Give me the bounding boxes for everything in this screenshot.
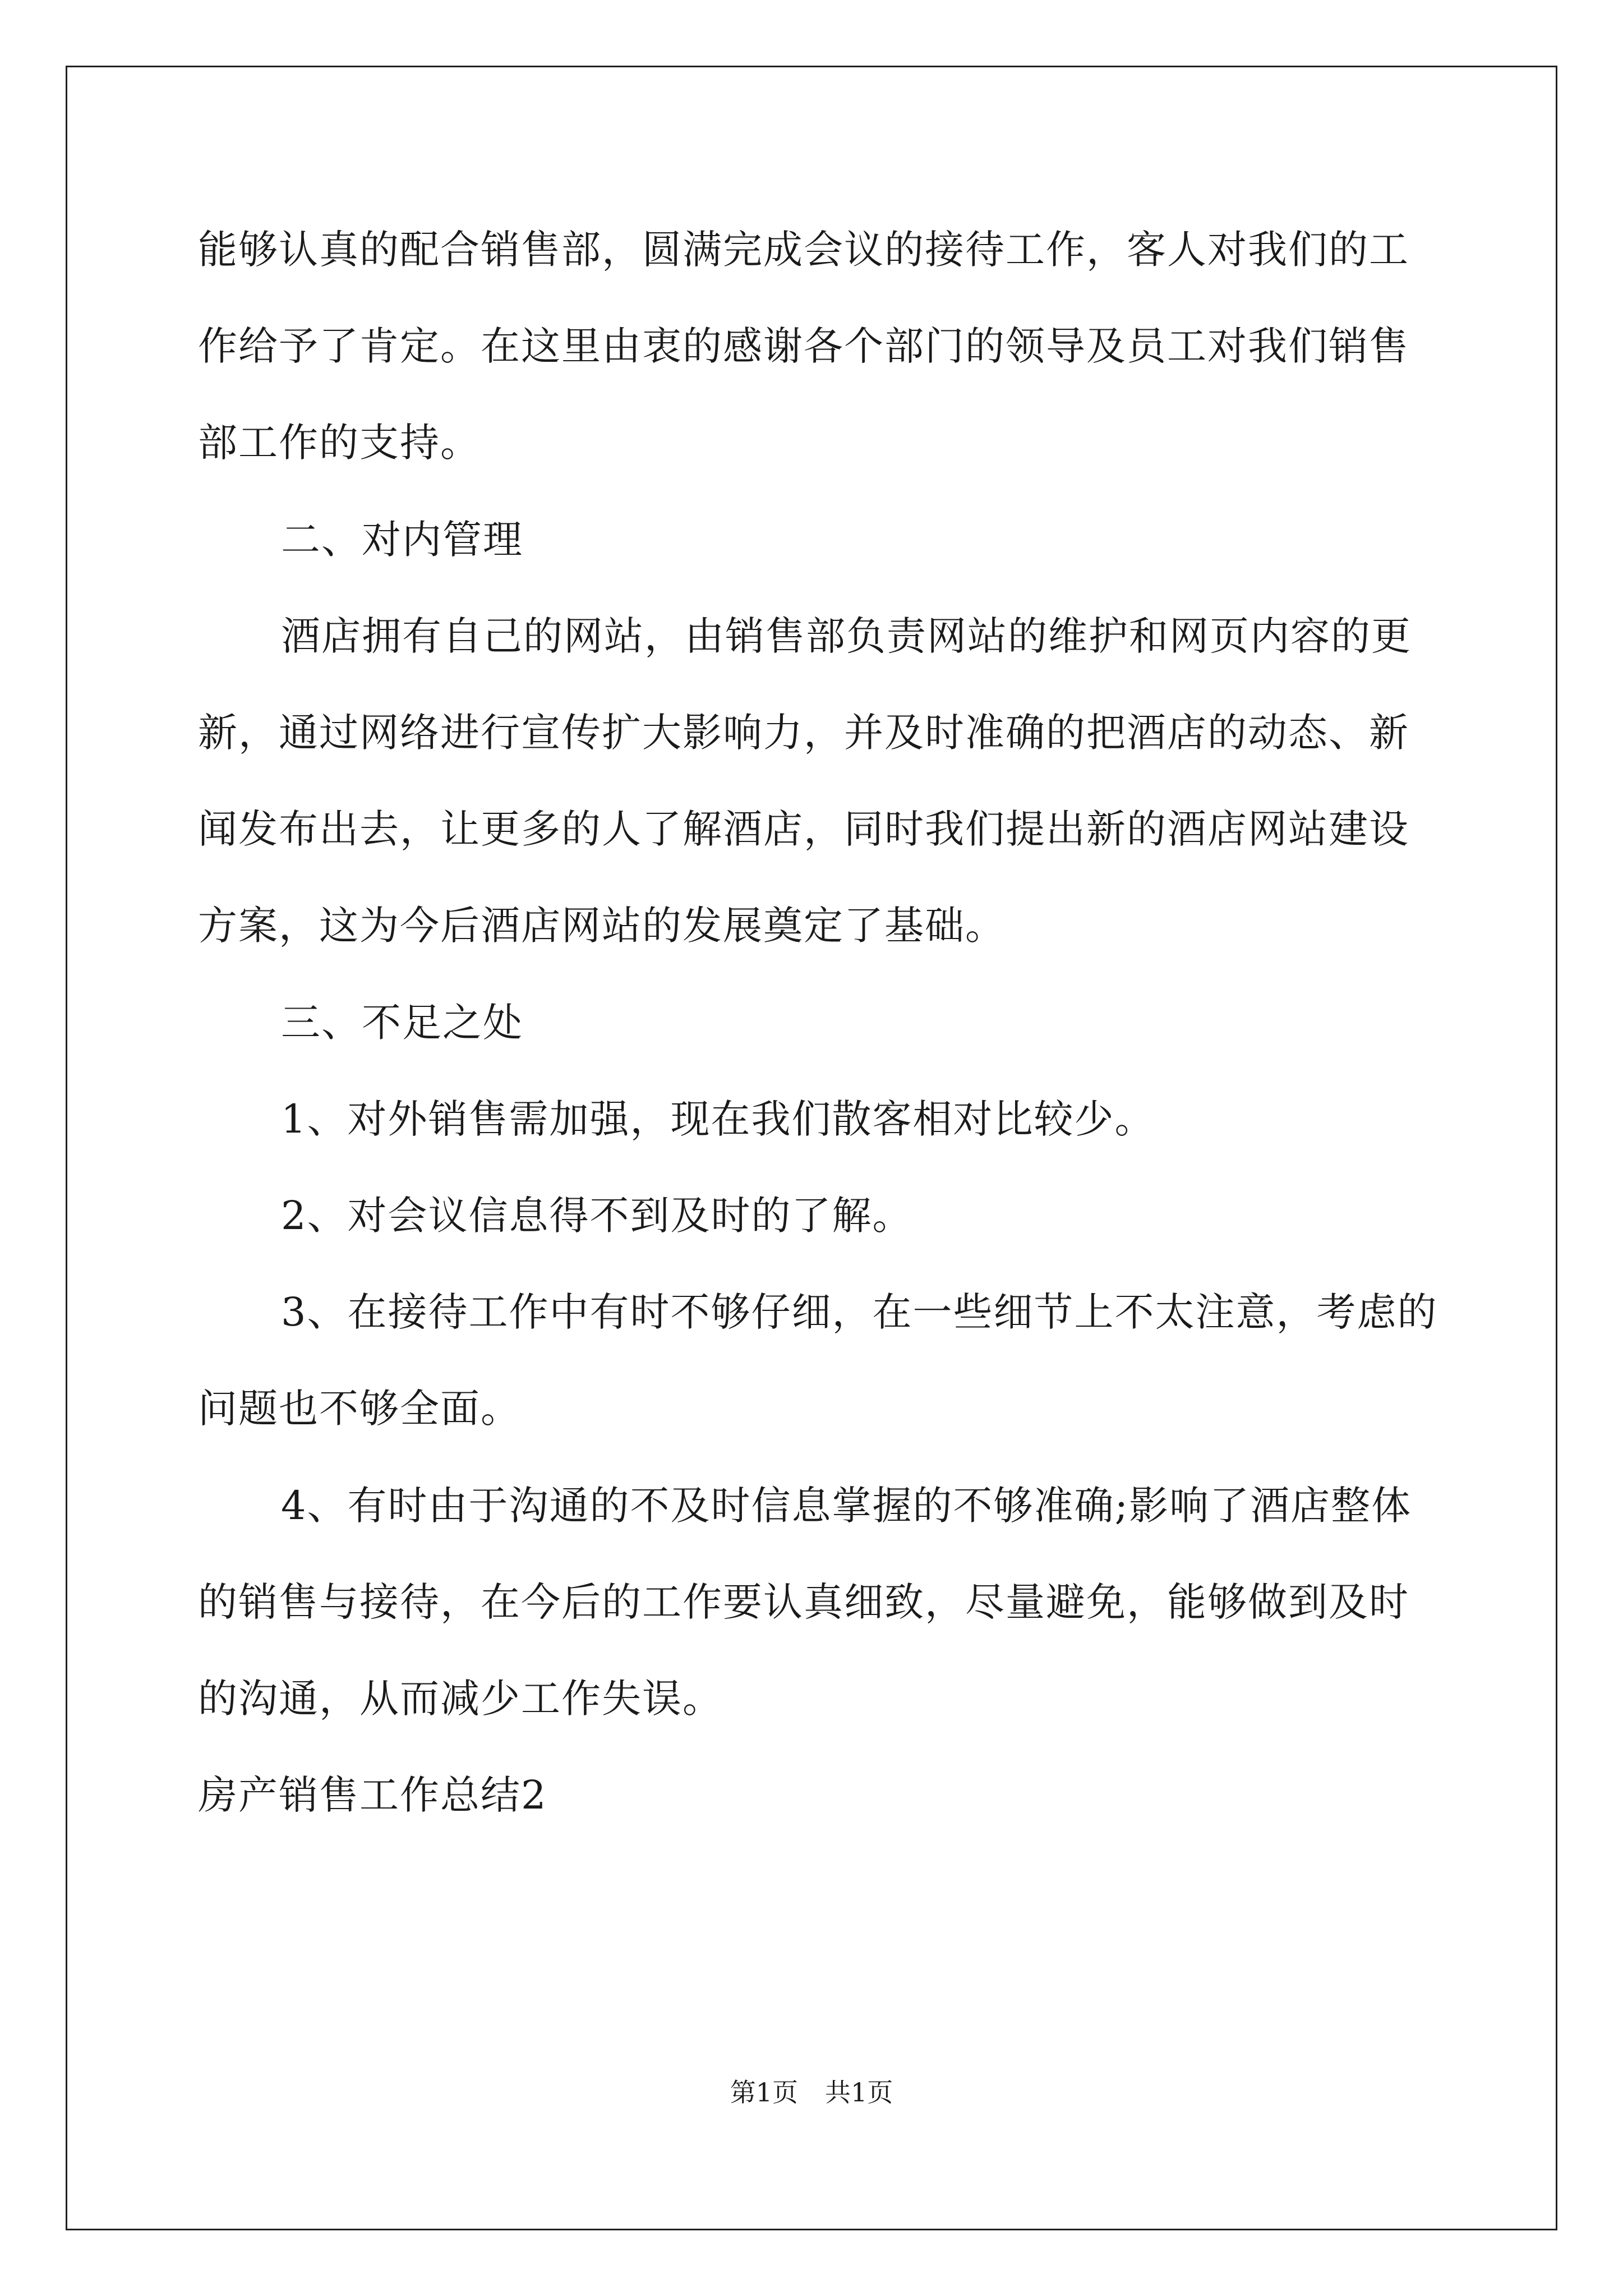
list-item-continuation: 的销售与接待，在今后的工作要认真细致，尽量避免，能够做到及时: [198, 1579, 1409, 1625]
page-total: 共1页: [825, 2077, 893, 2108]
list-item: 3、在接待工作中有时不够仔细，在一些细节上不太注意，考虑的: [281, 1289, 1438, 1335]
list-item: 1、对外销售需加强，现在我们散客相对比较少。: [281, 1096, 1155, 1142]
document-subtitle: 房产销售工作总结2: [198, 1772, 547, 1818]
list-item-continuation: 问题也不够全面。: [198, 1386, 521, 1432]
paragraph-line: 方案，这为今后酒店网站的发展奠定了基础。: [198, 903, 1006, 949]
paragraph-line: 酒店拥有自己的网站，由销售部负责网站的维护和网页内容的更: [281, 613, 1412, 659]
section-heading: 三、不足之处: [281, 1000, 523, 1046]
paragraph-line: 作给予了肯定。在这里由衷的感谢各个部门的领导及员工对我们销售: [198, 323, 1409, 369]
paragraph-line: 能够认真的配合销售部，圆满完成会议的接待工作，客人对我们的工: [198, 227, 1409, 273]
page-border: [66, 66, 1557, 2230]
list-item: 2、对会议信息得不到及时的了解。: [281, 1193, 913, 1239]
paragraph-line: 部工作的支持。: [198, 420, 481, 466]
section-heading: 二、对内管理: [281, 517, 523, 563]
paragraph-line: 新，通过网络进行宣传扩大影响力，并及时准确的把酒店的动态、新: [198, 710, 1409, 756]
paragraph-line: 闻发布出去，让更多的人了解酒店，同时我们提出新的酒店网站建设: [198, 806, 1409, 852]
page-footer: [0, 2076, 1623, 2109]
list-item: 4、有时由于沟通的不及时信息掌握的不够准确;影响了酒店整体: [281, 1483, 1412, 1529]
list-item-continuation: 的沟通，从而减少工作失误。: [198, 1676, 723, 1722]
page-number: 第1页: [730, 2077, 798, 2108]
